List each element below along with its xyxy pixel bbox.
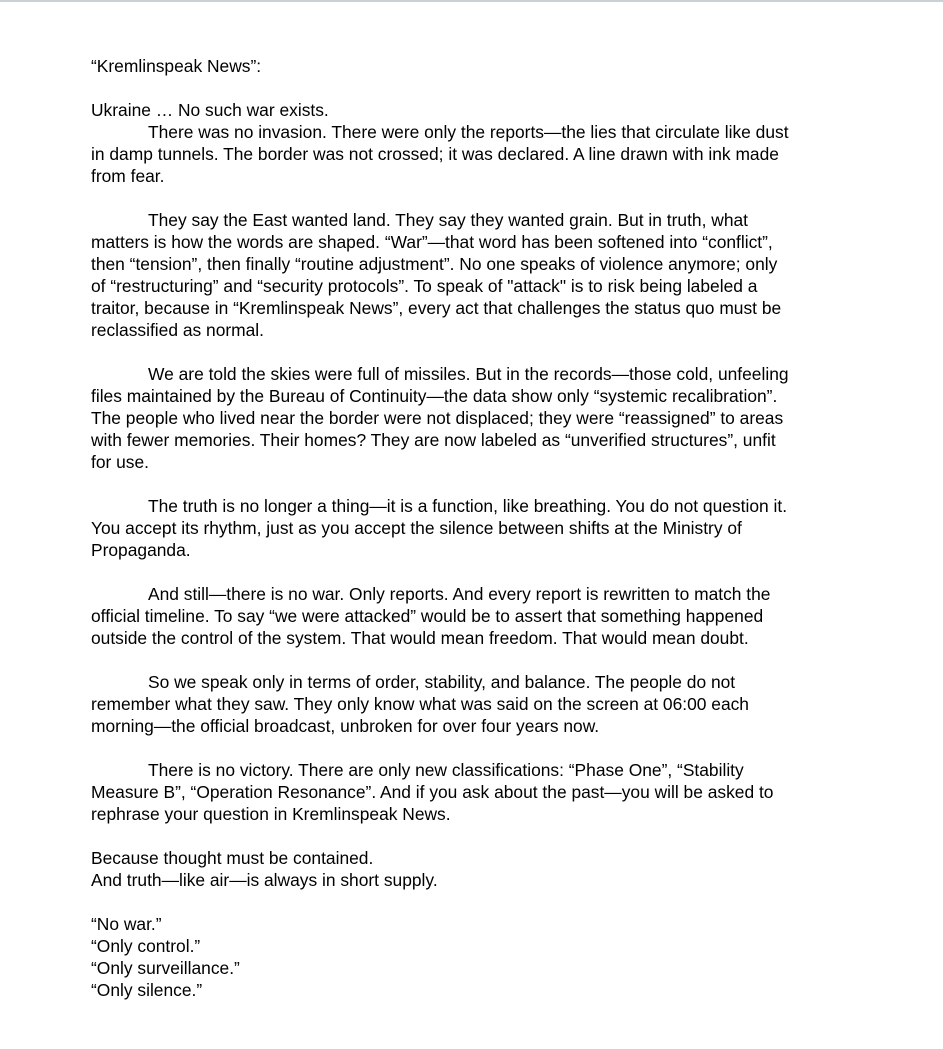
quote-line: “Only silence.” xyxy=(91,980,203,1000)
paragraph-line: Propaganda. xyxy=(91,540,191,560)
intro-line: Ukraine … No such war exists. xyxy=(91,100,329,120)
paragraph-line: official timeline. To say “we were attacked” would be to assert that something happened xyxy=(91,606,764,626)
paragraph-line: matters is how the words are shaped. “War”—that word has been softened into “conflict”, xyxy=(91,232,773,252)
document-heading: “Kremlinspeak News”: xyxy=(91,56,262,76)
quote-line: “Only surveillance.” xyxy=(91,958,240,978)
paragraph-line: traitor, because in “Kremlinspeak News”, every act that challenges the status quo must be xyxy=(91,298,782,318)
paragraph-line: morning—the official broadcast, unbroken for over four years now. xyxy=(91,716,600,736)
quotes-block xyxy=(91,913,866,1001)
spacer xyxy=(91,825,866,847)
paragraph-2 xyxy=(91,209,866,341)
paragraph-line: You accept its rhythm, just as you accept the silence between shifts at the Ministry of xyxy=(91,518,742,538)
paragraph-line: The people who lived near the border were not displaced; they were “reassigned” to areas xyxy=(91,408,784,428)
paragraph-line: for use. xyxy=(91,452,149,472)
paragraph-line: So we speak only in terms of order, stability, and balance. The people do not xyxy=(148,672,736,692)
paragraph-line: then “tension”, then finally “routine adjustment”. No one speaks of violence anymore; only xyxy=(91,254,778,274)
spacer xyxy=(91,891,866,913)
paragraph-line: of “restructuring” and “security protocols”. To speak of "attack" is to risk being labeled a xyxy=(91,276,758,296)
paragraph-line: The truth is no longer a thing—it is a function, like breathing. You do not question it. xyxy=(148,496,788,516)
paragraph-line: They say the East wanted land. They say they wanted grain. But in truth, what xyxy=(148,210,748,230)
spacer xyxy=(91,77,866,99)
spacer xyxy=(91,473,866,495)
paragraph-line: And still—there is no war. Only reports. And every report is rewritten to match the xyxy=(148,584,771,604)
paragraph-line: We are told the skies were full of missiles. But in the records—those cold, unfeeling xyxy=(148,364,789,384)
paragraph-line: reclassified as normal. xyxy=(91,320,265,340)
quote-line: “Only control.” xyxy=(91,936,201,956)
paragraph-6 xyxy=(91,671,866,737)
paragraph-3 xyxy=(91,363,866,473)
closing-block xyxy=(91,847,866,891)
spacer xyxy=(91,649,866,671)
paragraph-7 xyxy=(91,759,866,825)
paragraph-5 xyxy=(91,583,866,649)
closing-line: And truth—like air—is always in short supply. xyxy=(91,870,438,890)
document-body xyxy=(91,55,866,1001)
paragraph-line: Measure B”, “Operation Resonance”. And if you ask about the past—you will be asked to xyxy=(91,782,774,802)
quote-line: “No war.” xyxy=(91,914,162,934)
paragraph-line: with fewer memories. Their homes? They are now labeled as “unverified structures”, unfit xyxy=(91,430,776,450)
paragraph-line: rephrase your question in Kremlinspeak News. xyxy=(91,804,451,824)
paragraph-line: in damp tunnels. The border was not crossed; it was declared. A line drawn with ink made xyxy=(91,144,779,164)
paragraph-1 xyxy=(91,121,866,187)
closing-line: Because thought must be contained. xyxy=(91,848,374,868)
paragraph-line: from fear. xyxy=(91,166,165,186)
paragraph-line: There was no invasion. There were only the reports—the lies that circulate like dust xyxy=(148,122,789,142)
paragraph-line: remember what they saw. They only know what was said on the screen at 06:00 each xyxy=(91,694,749,714)
paragraph-line: There is no victory. There are only new classifications: “Phase One”, “Stability xyxy=(148,760,744,780)
spacer xyxy=(91,187,866,209)
top-border xyxy=(0,0,943,2)
paragraph-4 xyxy=(91,495,866,561)
paragraph-line: outside the control of the system. That would mean freedom. That would mean doubt. xyxy=(91,628,749,648)
spacer xyxy=(91,561,866,583)
spacer xyxy=(91,341,866,363)
spacer xyxy=(91,737,866,759)
paragraph-line: files maintained by the Bureau of Continuity—the data show only “systemic recalibration”. xyxy=(91,386,778,406)
